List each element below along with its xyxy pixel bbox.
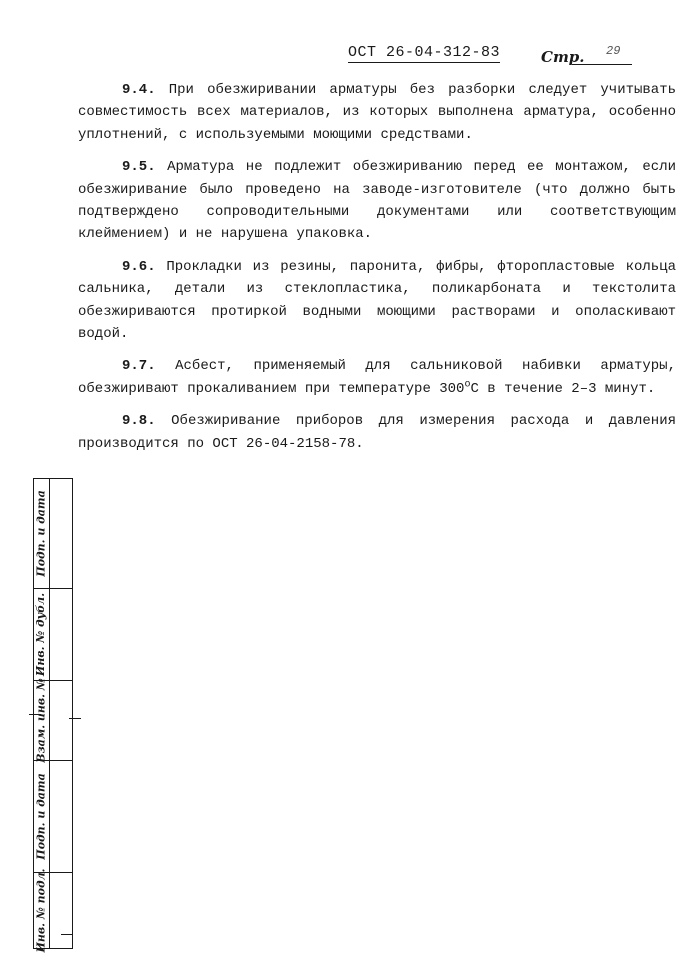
clause-number: 9.6. [122,258,156,275]
page-header [348,44,678,74]
stamp-label: Инв. № подл. [34,868,48,952]
page-number-underline [572,64,632,65]
document-body [78,79,676,465]
page-label: Стр. [541,48,585,66]
paragraph-9-6 [78,256,676,346]
paragraph-9-4 [78,79,676,146]
paragraph-9-8 [78,410,676,455]
clause-text: Прокладки из резины, паронита, фибры, фторопластовые кольца сальника, детали из стеклопластика, поликарбоната и текстолита обезжириваются протиркой водными моющими растворами и ополаскивают водой. [78,258,676,343]
stamp-cell-replacement-inv [32,677,50,763]
stamp-label: Подп. и дата [34,489,48,577]
paragraph-9-5 [78,156,676,246]
clause-number: 9.5. [122,159,156,176]
stamp-tick-mark [69,718,81,719]
stamp-cell-duplicate-inv [32,588,50,680]
stamp-cell-signature-date [32,478,50,588]
clause-number: 9.7. [122,358,156,375]
paragraph-9-7 [78,355,676,400]
stamp-cell-original-inv [32,868,50,952]
stamp-label: Взам. инв. № [34,677,48,763]
stamp-label: Подп. и дата [34,772,48,860]
clause-text: Обезжиривание приборов для измерения расхода и давления производится по ОСТ 26-04-2158-78. [78,413,676,452]
clause-number: 9.4. [122,82,156,98]
document-code: ОСТ 26-04-312-83 [348,44,501,61]
stamp-tick-mark [29,714,41,715]
clause-number: 9.8. [122,413,156,430]
stamp-cell-signature-date-2 [32,760,50,872]
clause-text: Асбест, применяемый для сальниковой набивки арматуры, обезжиривают прокаливанием при температуре 300 [78,358,676,397]
clause-text: При обезжиривании арматуры без разборки следует учитывать совместимость всех материалов, из которых выполнена арматура, особенно уплотнений, с используемыми моющими средствами. [78,82,676,143]
page-number: 29 [606,44,621,58]
degree-mark: о [464,379,471,391]
stamp-tick-mark [61,934,73,935]
stamp-label: Инв. № дубл. [34,592,48,676]
clause-text-tail: С в течение 2–3 минут. [470,380,656,397]
clause-text: Арматура не подлежит обезжириванию перед ее монтажом, если обезжиривание было проведено на заводе-изготовителе (что должно быть подтверждено сопроводительными документами или соответствующим клеймением) и не нарушена упаковка. [78,159,676,243]
approval-stamp-column [33,478,73,950]
